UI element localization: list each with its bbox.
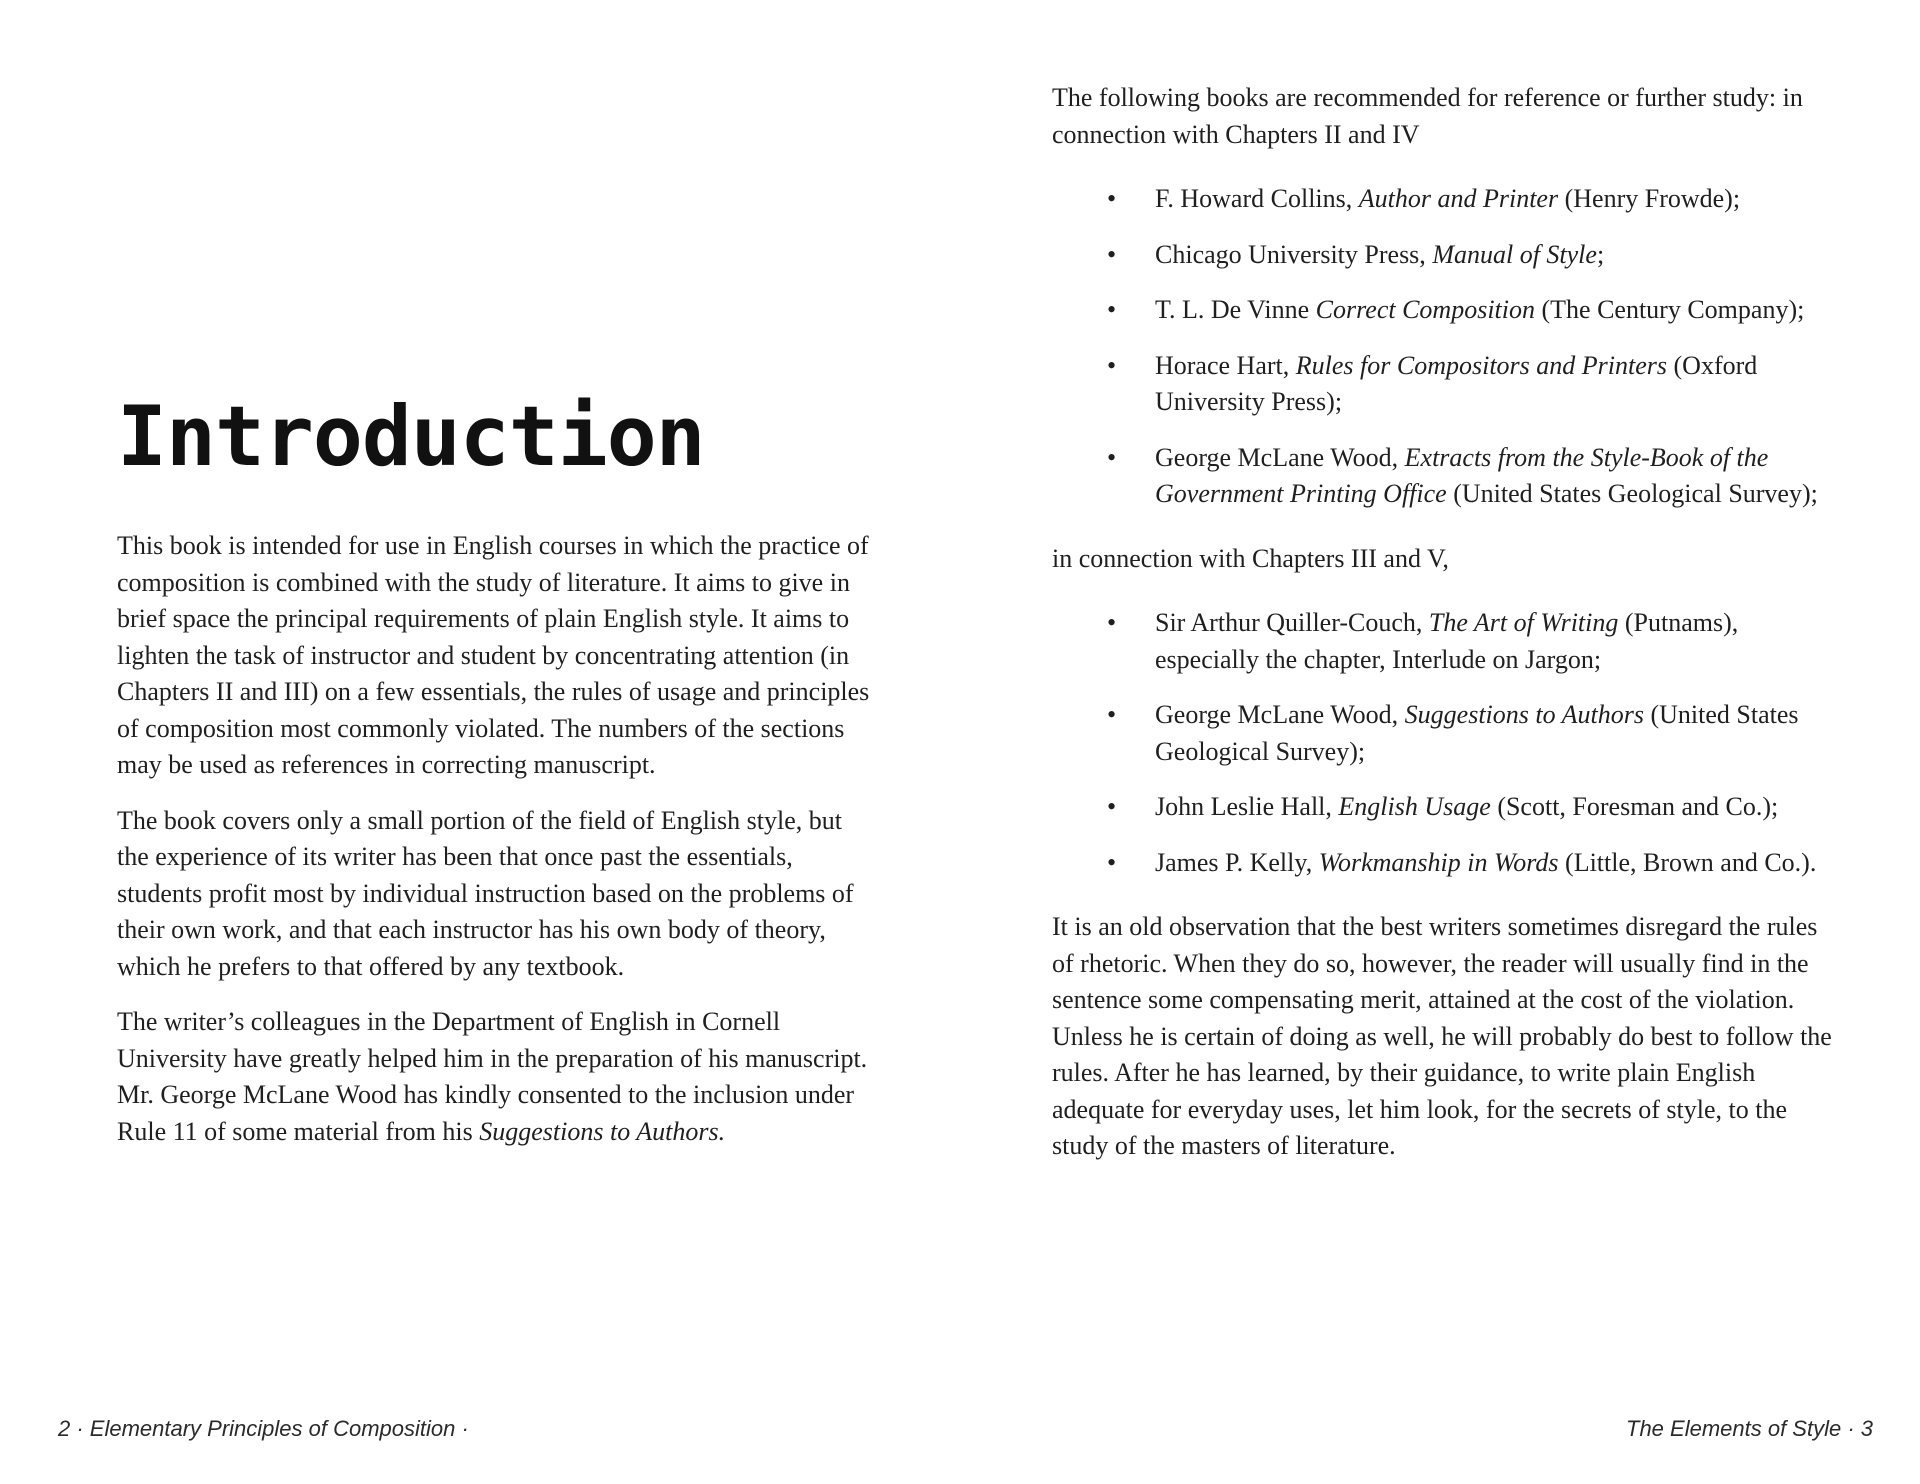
bullet-icon: • — [1107, 350, 1117, 380]
reference-list-chapters-2-4 — [1052, 181, 1842, 513]
reference-title: Suggestions to Authors — [1404, 700, 1644, 729]
running-footer-right: The Elements of Style · 3 — [1626, 1416, 1873, 1441]
reference-author: John Leslie Hall, — [1155, 792, 1339, 821]
references-middle: in connection with Chapters III and V, — [1052, 543, 1449, 573]
reference-title: Manual of Style — [1432, 239, 1597, 269]
reference-author: George McLane Wood, — [1155, 442, 1405, 472]
bullet-icon: • — [1107, 239, 1117, 269]
reference-title: Rules for Compositors and Printers — [1295, 350, 1668, 380]
right-page — [960, 0, 1920, 1484]
reference-author: Chicago University Press, — [1155, 239, 1433, 269]
reference-title: Author and Printer — [1358, 184, 1559, 213]
bullet-icon: • — [1107, 295, 1117, 324]
references-intro: The following books are recommended for reference or further study: in connection with Chapters II and IV — [1052, 83, 1803, 149]
bullet-icon: • — [1107, 847, 1117, 877]
reference-publisher: ; — [1596, 239, 1605, 269]
references-body — [1052, 80, 1842, 1165]
list-item — [1052, 292, 1842, 329]
reference-title: English Usage — [1338, 792, 1491, 821]
list-item — [1052, 605, 1842, 678]
bullet-icon: • — [1107, 608, 1117, 637]
reference-author: George McLane Wood, — [1155, 700, 1405, 729]
bullet-icon: • — [1107, 700, 1117, 729]
bullet-icon: • — [1107, 184, 1117, 213]
reference-title: Correct Composition — [1315, 295, 1535, 324]
reference-author: T. L. De Vinne — [1155, 295, 1316, 324]
reference-publisher: (The Century Company); — [1535, 295, 1805, 324]
reference-publisher: (Oxford University Press); — [1155, 350, 1758, 416]
reference-publisher: (Henry Frowde); — [1558, 184, 1741, 213]
reference-list-chapters-3-5 — [1052, 605, 1842, 881]
paragraph-scope: The book covers only a small portion of the field of English style, but the experience of its writer has been that once past the essentials, students profit most by individual instruction based on the problems of their own work, and that each instructor has his own body of theory, which he prefers to that offered by any textbook. — [117, 805, 854, 981]
paragraph-acknowledgements-text: The writer’s colleagues in the Department of English in Cornell University have greatly helped him in the preparation of his manuscript. Mr. George McLane Wood has kindly consented to the inclusion under Rule 11 of some material from his — [117, 1007, 868, 1146]
bullet-icon: • — [1107, 442, 1117, 472]
list-item — [1052, 237, 1842, 274]
page-title: Introduction — [117, 388, 705, 485]
bullet-icon: • — [1107, 792, 1117, 821]
reference-author: James P. Kelly, — [1155, 847, 1319, 877]
closing-paragraph: It is an old observation that the best writers sometimes disregard the rules of rhetoric. When they do so, however, the reader will usually find in the sentence some compensating merit, attained at the cost of the violation. Unless he is certain of doing as well, he will probably do best to follow the rules. After he has learned, by their guidance, to write plain English adequate for everyday uses, let him look, for the secrets of style, to the study of the masters of literature. — [1052, 912, 1832, 1160]
running-footer-left: 2 · Elementary Principles of Composition · — [58, 1416, 469, 1441]
intro-body — [117, 528, 877, 1169]
reference-author: Sir Arthur Quiller-Couch, — [1155, 608, 1429, 637]
reference-author: F. Howard Collins, — [1155, 184, 1359, 213]
paragraph-purpose: This book is intended for use in English courses in which the practice of composition is combined with the study of literature. It aims to give in brief space the principal requirements of plain English style. It aims to lighten the task of instructor and student by concentrating attention (in Chapters II and III) on a few essentials, the rules of usage and principles of composition most commonly violated. The numbers of the sections may be used as references in correcting manuscript. — [117, 531, 870, 779]
reference-publisher: (Little, Brown and Co.). — [1558, 847, 1817, 877]
book-title: Suggestions to Authors. — [479, 1116, 726, 1146]
reference-title: Extracts from the Style-Book of the Government Printing Office — [1155, 442, 1769, 508]
reference-publisher: (Putnams), especially the chapter, Interlude on Jargon; — [1155, 608, 1739, 674]
list-item — [1052, 845, 1842, 882]
reference-publisher: (United States Geological Survey); — [1446, 479, 1818, 508]
list-item — [1052, 348, 1842, 421]
reference-publisher: (United States Geological Survey); — [1155, 700, 1799, 766]
paragraph-acknowledgements — [117, 1004, 877, 1150]
list-item — [1052, 697, 1842, 770]
reference-publisher: (Scott, Foresman and Co.); — [1490, 792, 1779, 821]
reference-title: Workmanship in Words — [1318, 847, 1559, 877]
reference-title: The Art of Writing — [1428, 608, 1619, 637]
reference-author: Horace Hart, — [1155, 350, 1296, 380]
list-item — [1052, 789, 1842, 826]
list-item — [1052, 440, 1842, 513]
list-item — [1052, 181, 1842, 218]
